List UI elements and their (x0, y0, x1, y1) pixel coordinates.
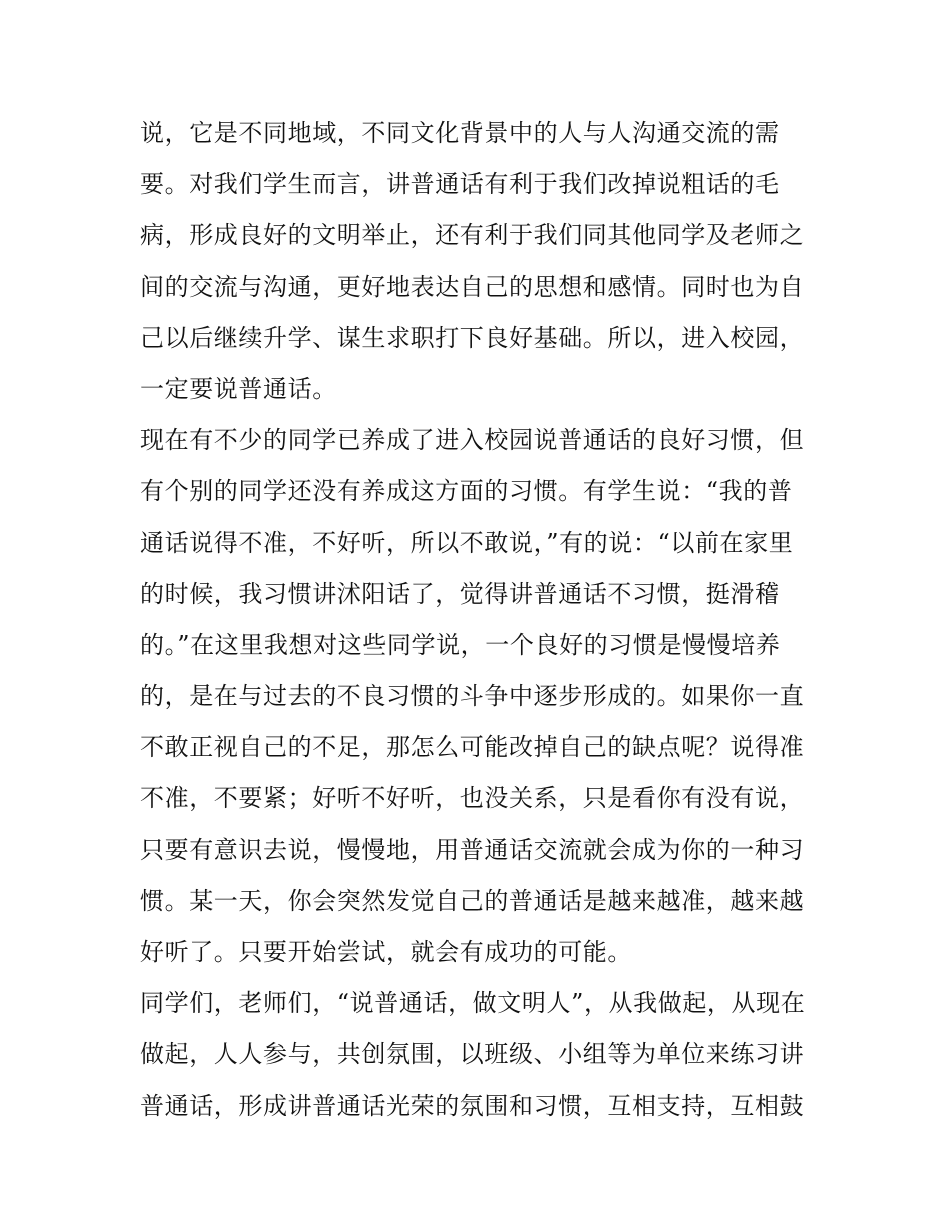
text-line: 不准，不要紧；好听不好听，也没关系，只是看你有没有说， (140, 784, 805, 813)
text-line: 间的交流与沟通，更好地表达自己的思想和感情。同时也为自 (140, 272, 805, 301)
text-line: 说，它是不同地域，不同文化背景中的人与人沟通交流的需 (140, 119, 780, 147)
text-line: 做起，人人参与，共创氛围，以班级、小组等为单位来练习讲 (140, 1040, 805, 1069)
text-line: 的，是在与过去的不良习惯的斗争中逐步形成的。如果你一直 (140, 682, 805, 711)
text-line: 同学们，老师们，“说普通话，做文明人”，从我做起，从现在 (140, 989, 806, 1018)
text-line: 现在有不少的同学已养成了进入校园说普通话的良好习惯，但 (140, 426, 805, 455)
text-line: 不敢正视自己的不足，那怎么可能改掉自己的缺点呢？说得准 (140, 733, 805, 762)
text-line: 要。对我们学生而言，讲普通话有利于我们改掉说粗话的毛 (140, 170, 780, 199)
document-body (140, 108, 820, 1132)
text-line: 有个别的同学还没有养成这方面的习惯。有学生说：“我的普 (140, 477, 793, 506)
text-line: 普通话，形成讲普通话光荣的氛围和习惯，互相支持，互相鼓 (140, 1091, 805, 1120)
text-line: 的。”在这里我想对这些同学说，一个良好的习惯是慢慢培养 (140, 630, 781, 659)
text-line: 的时候，我习惯讲沭阳话了，觉得讲普通话不习惯，挺滑稽 (140, 579, 780, 608)
text-line: 只要有意识去说，慢慢地，用普通话交流就会成为你的一种习 (140, 835, 805, 864)
text-line: 一定要说普通话。 (140, 374, 337, 403)
text-line: 病，形成良好的文明举止，还有利于我们同其他同学及老师之 (140, 221, 805, 250)
text-line: 惯。某一天，你会突然发觉自己的普通话是越来越准，越来越 (140, 886, 805, 915)
text-line: 好听了。只要开始尝试，就会有成功的可能。 (140, 938, 632, 966)
text-line: 己以后继续升学、谋生求职打下良好基础。所以，进入校园， (140, 323, 805, 352)
text-line: 通话说得不准，不好听，所以不敢说，”有的说：“以前在家里 (140, 528, 794, 557)
